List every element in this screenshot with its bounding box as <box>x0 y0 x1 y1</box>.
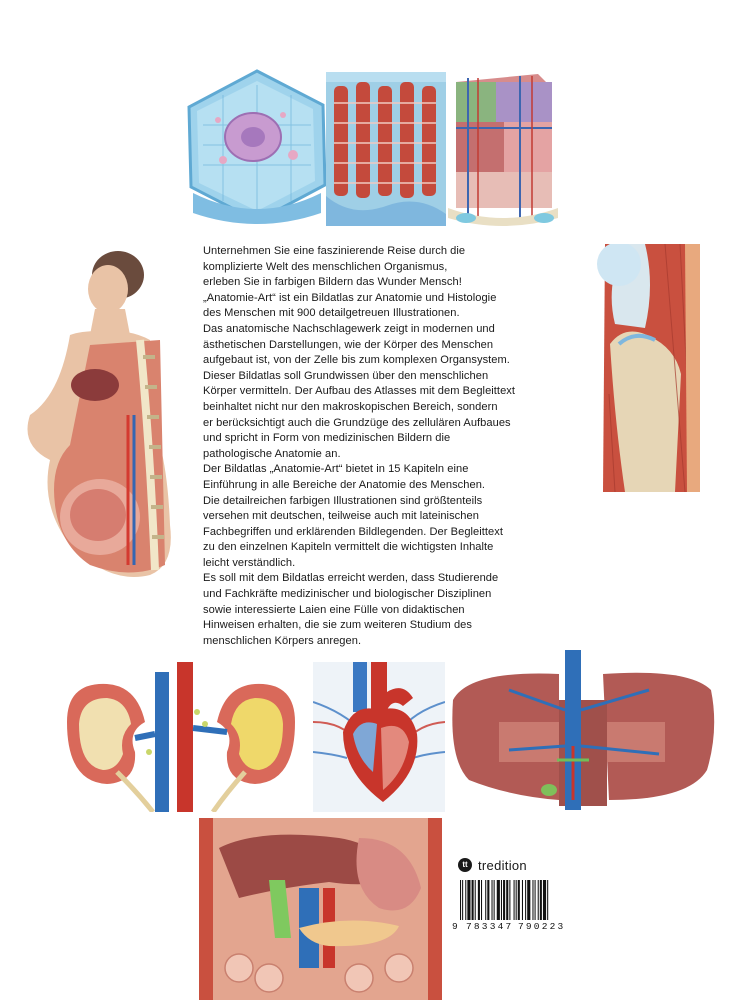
publisher-logo-icon: tt <box>458 858 472 872</box>
blurb-line: Die detailreichen farbigen Illustrationen sind größtenteils <box>203 494 483 507</box>
blurb-line: Einführung in alle Bereiche der Anatomie des Menschen. <box>203 478 486 491</box>
abdomen-organs-illustration <box>199 818 442 1000</box>
heart-illustration <box>313 662 445 812</box>
blurb-line: zu den einzelnen Kapiteln vermittelt die wichtigsten Inhalte <box>203 541 494 554</box>
pregnant-woman-section-illustration-icon <box>0 245 205 590</box>
blurb-line: Körper vermitteln. Der Aufbau des Atlasses mit dem Begleittext <box>203 385 516 398</box>
blurb-line: er berücksichtigt auch die Grundzüge des zellulären Aufbaues <box>203 416 511 429</box>
tissue-block-illustration <box>448 68 558 228</box>
blurb-line: Unternehmen Sie eine faszinierende Reise durch die <box>203 245 466 257</box>
kidneys-illustration-icon <box>57 662 305 812</box>
blurb-line: sowie interessierte Laien eine Fülle von didaktischen <box>203 603 465 616</box>
back-cover-blurb <box>203 244 583 649</box>
blurb-line: „Anatomie-Art“ ist ein Bildatlas zur Anatomie und Histologie <box>203 291 497 304</box>
barcode-digit-prefix: 9 <box>452 921 458 932</box>
pregnant-woman-section-illustration <box>0 245 205 590</box>
blurb-line: versehen mit deutschen, teilweise auch mit lateinischen <box>203 510 479 523</box>
cell-illustration <box>183 65 331 225</box>
blurb-line: leicht verständlich. <box>203 556 296 569</box>
isbn-barcode <box>452 878 570 934</box>
blurb-line: komplizierte Welt des menschlichen Organismus, <box>203 260 448 273</box>
barcode-digits-left: 783347 <box>466 921 514 932</box>
liver-illustration-icon <box>449 650 719 810</box>
heart-illustration-icon <box>313 662 445 812</box>
blurb-line: Fachbegriffen und erklärenden Bildlegenden. Der Begleittext <box>203 525 504 538</box>
blurb-line: und spricht in Form von medizinischen Bildern die <box>203 432 451 445</box>
knee-joint-illustration <box>585 244 713 492</box>
blurb-line: Es soll mit dem Bildatlas erreicht werden, dass Studierende <box>203 572 499 585</box>
muscle-fiber-illustration-icon <box>322 68 450 226</box>
muscle-fiber-illustration <box>322 68 450 226</box>
liver-illustration <box>449 650 719 810</box>
blurb-line: und Fachkräfte medizinischer und biologischer Disziplinen <box>203 588 492 601</box>
cell-illustration-icon <box>183 65 331 225</box>
blurb-line: pathologische Anatomie an. <box>203 447 341 460</box>
kidneys-illustration <box>57 662 305 812</box>
publisher-mark <box>458 855 527 875</box>
blurb-line: menschlichen Körpers anregen. <box>203 634 362 647</box>
barcode-digits-right: 790223 <box>518 921 566 932</box>
tissue-block-illustration-icon <box>448 68 558 228</box>
abdomen-organs-illustration-icon <box>199 818 442 1000</box>
blurb-line: beinhaltet nicht nur den makroskopischen Bereich, sondern <box>203 400 498 413</box>
blurb-line: ästhetischen Darstellungen, wie der Körper des Menschen <box>203 338 494 351</box>
blurb-line: Das anatomische Nachschlagewerk zeigt in modernen und <box>203 322 495 335</box>
publisher-name: tredition <box>478 857 527 873</box>
knee-joint-illustration-icon <box>585 244 713 492</box>
barcode-bars-icon <box>452 878 570 922</box>
blurb-line: Dieser Bildatlas soll Grundwissen über den menschlichen <box>203 369 489 382</box>
blurb-line: des Menschen mit 900 detailgetreuen Illustrationen. <box>203 307 460 320</box>
blurb-line: erleben Sie in farbigen Bildern das Wunder Mensch! <box>203 276 462 289</box>
blurb-line: aufgebaut ist, von der Zelle bis zum komplexen Organsystem. <box>203 354 510 367</box>
blurb-line: Hinweisen erhalten, die sie zum weiteren Studium des <box>203 619 472 632</box>
blurb-line: Der Bildatlas „Anatomie-Art“ bietet in 15 Kapiteln eine <box>203 463 469 476</box>
